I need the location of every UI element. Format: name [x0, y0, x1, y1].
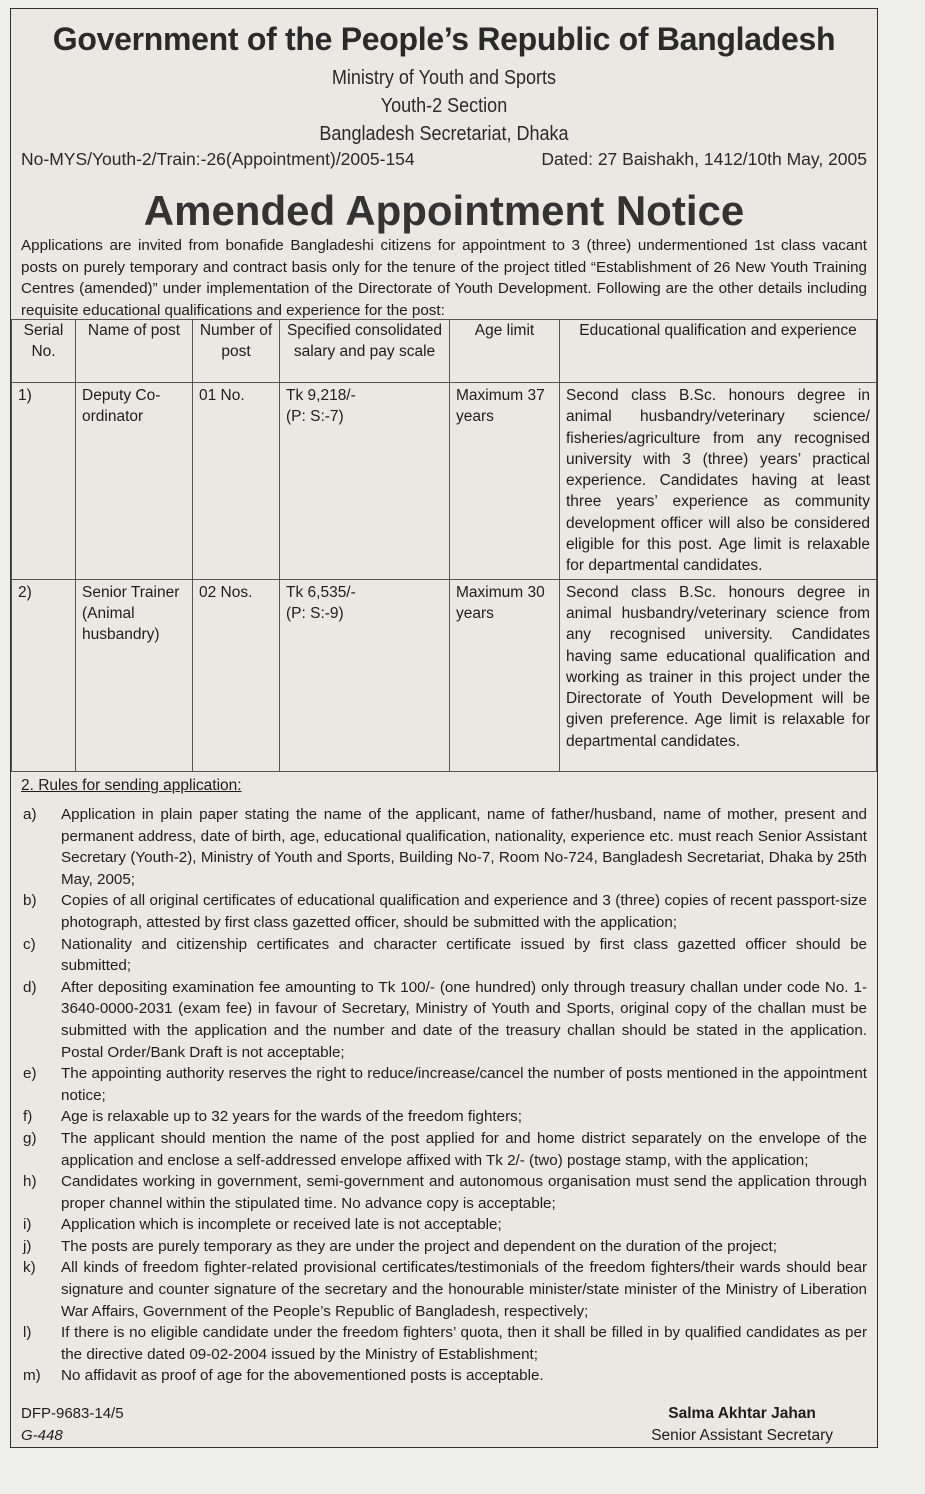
header-serial: Serial No. [12, 320, 76, 383]
g-code: G-448 [21, 1427, 63, 1444]
row-post-count: 01 No. [193, 383, 280, 580]
row-pay-scale: (P: S:-9) [286, 604, 344, 622]
rule-label: l) [23, 1324, 32, 1342]
row-qualification: Second class B.Sc. honours degree in animal husbandry/veterinary science from any recognised university. Candidates having same educational qualification and working as trainer in this project under the Directorate of Youth Development will be given preference. Age limit is relaxable for departmental candidates. [560, 579, 877, 771]
row-post-name: Deputy Co-ordinator [76, 383, 193, 580]
rule-label: j) [23, 1237, 32, 1255]
signature-block [651, 1403, 833, 1447]
table-header-row [12, 320, 877, 383]
row-qualification: Second class B.Sc. honours degree in animal husbandry/veterinary science/ fisheries/agriculture from any recognised university with 3 (three) years’ practical experience. Candidates having at least three years’ experience as community development officer will also be considered eligible for this post. Age limit is relaxable for departmental candidates. [560, 383, 877, 580]
row-salary: Tk 9,218/- [286, 387, 356, 404]
row-salary: Tk 6,535/- [286, 583, 356, 601]
rule-text: If there is no eligible candidate under the freedom fighters’ quota, then it shall be filled in by qualified candidates as per the directive dated 09-02-2004 issued by the Ministry of Establishment; [61, 1324, 867, 1363]
rule-text: The applicant should mention the name of the post applied for and home district separately on the envelope of the application and enclose a self-addressed envelope affixed with Tk 2/- (two) postage stamp, with the application; [61, 1129, 867, 1169]
rule-item [21, 1106, 867, 1128]
rule-label: b) [23, 892, 37, 910]
row-serial: 1) [12, 383, 76, 580]
row-salary-cell [280, 383, 450, 580]
rule-text: Application in plain paper stating the name of the applicant, name of father/husband, name of mother, present and permanent address, date of birth, age, educational qualification, nationality, experience etc. must reach Senior Assistant Secretary (Youth-2), Ministry of Youth and Sports, Building No-7, Room No-724, Bangladesh Secretariat, Dhaka by 25th May, 2005; [61, 806, 867, 888]
header-number: Number of post [193, 320, 280, 383]
rule-text: All kinds of freedom fighter-related provisional certificates/testimonials of the freedom fighters/their wards should bear signature and counter signature of the secretary and the honourable minister/state minister of the Ministry of Liberation War Affairs, Government of the People’s Republic of Bangladesh, respectively; [61, 1259, 867, 1320]
row-serial: 2) [12, 579, 76, 771]
dfp-code: DFP-9683-14/5 [21, 1405, 124, 1422]
rule-label: i) [23, 1216, 32, 1234]
rule-text: Copies of all original certificates of educational qualification and experience and 3 (three) copies of recent passport-size photograph, attested by first class gazetted officer, should be submitted with the application; [61, 892, 867, 931]
memo-number: No-MYS/Youth-2/Train:-26(Appointment)/2005-154 [21, 149, 415, 169]
rules-heading: 2. Rules for sending application: [21, 777, 242, 794]
memo-date: Dated: 27 Baishakh, 1412/10th May, 2005 [541, 149, 867, 169]
office-location: Bangladesh Secretariat, Dhaka [319, 123, 569, 145]
row-post-name: Senior Trainer (Animal husbandry) [76, 579, 193, 771]
header-salary: Specified consolidated salary and pay scale [280, 320, 450, 383]
row-age-limit: Maximum 37 years [450, 383, 560, 580]
row-salary-cell [280, 579, 450, 771]
posts-table [11, 319, 877, 772]
rule-label: g) [23, 1129, 37, 1147]
section-name: Youth-2 Section [380, 95, 508, 117]
rule-text: The posts are purely temporary as they are under the project and dependent on the duration of the project; [61, 1237, 777, 1255]
intro-paragraph: Applications are invited from bonafide Bangladeshi citizens for appointment to 3 (three) undermentioned 1st class vacant posts on purely temporary and contract basis only for the tenure of the project titled “Establishment of 26 New Youth Training Centres (amended)” under implementation of the Directorate of Youth Development. Following are the other details including requisite educational qualifications and experience for the post: [21, 237, 867, 319]
rule-text: Nationality and citizenship certificates and character certificate issued by first class gazetted officer should be submitted; [61, 935, 867, 975]
header-age: Age limit [450, 320, 560, 383]
signatory-title: Senior Assistant Secretary [651, 1427, 833, 1444]
rule-text: The appointing authority reserves the right to reduce/increase/cancel the number of posts mentioned in the appointment notice; [61, 1065, 867, 1104]
rule-item [21, 977, 867, 1063]
rule-item [21, 1365, 867, 1387]
rule-label: e) [23, 1065, 37, 1083]
rule-text: Application which is incomplete or received late is not acceptable; [61, 1216, 502, 1234]
rule-label: a) [23, 806, 37, 823]
rule-item [21, 1171, 867, 1214]
row-post-count: 02 Nos. [193, 579, 280, 771]
rule-label: c) [23, 935, 36, 953]
header-name: Name of post [76, 320, 193, 383]
rule-item [21, 1214, 867, 1236]
rule-item [21, 934, 867, 977]
row-age-limit: Maximum 30 years [450, 579, 560, 771]
rule-item [21, 1128, 867, 1171]
table-row [12, 579, 877, 771]
row-pay-scale: (P: S:-7) [286, 408, 344, 426]
rule-item [21, 1257, 867, 1322]
rule-label: k) [23, 1259, 36, 1277]
ministry-name: Ministry of Youth and Sports [331, 67, 557, 89]
appointment-notice [10, 8, 878, 1448]
rule-item [21, 1063, 867, 1106]
rule-label: d) [23, 978, 37, 996]
rule-label: h) [23, 1173, 37, 1191]
signatory-name: Salma Akhtar Jahan [668, 1405, 816, 1422]
rules-list [21, 804, 867, 1387]
rule-item [21, 890, 867, 933]
government-heading: Government of the People’s Republic of Bangladesh [52, 21, 836, 57]
header-qualification: Educational qualification and experience [560, 320, 877, 383]
rule-text: Candidates working in government, semi-government and autonomous organisation must send the application through proper channel within the stipulated time. No advance copy is acceptable; [61, 1173, 867, 1212]
rule-item [21, 1322, 867, 1365]
notice-title: Amended Appointment Notice [143, 187, 745, 234]
table-row [12, 383, 877, 580]
footer-codes [21, 1403, 124, 1447]
rule-item [21, 1236, 867, 1258]
rule-text: Age is relaxable up to 32 years for the wards of the freedom fighters; [61, 1108, 522, 1126]
rule-label: f) [23, 1108, 33, 1126]
rule-item [21, 804, 867, 890]
rule-text: After depositing examination fee amounting to Tk 100/- (one hundred) only through treasury challan under code No. 1-3640-0000-2031 (exam fee) in favour of Secretary, Ministry of Youth and Sports, original copy of the challan must be submitted with the application and the number and date of the treasury challan should be stated in the application. Postal Order/Bank Draft is not acceptable; [61, 978, 867, 1061]
rule-text: No affidavit as proof of age for the abovementioned posts is acceptable. [61, 1367, 544, 1385]
rule-label: m) [23, 1367, 41, 1385]
